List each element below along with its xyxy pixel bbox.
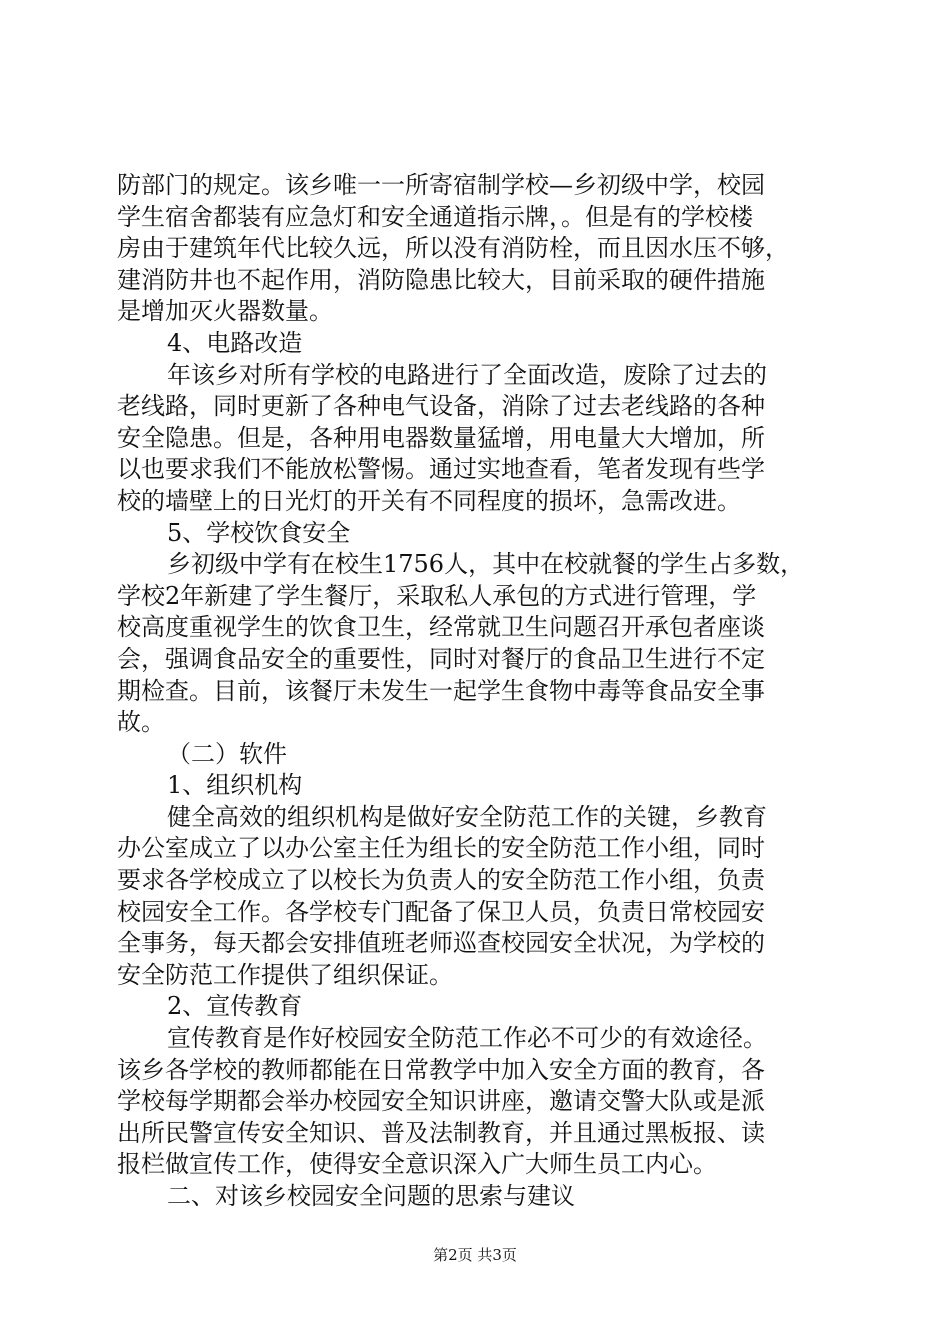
text-line: 故。 <box>117 708 165 737</box>
page-footer: 第2页 共3页 <box>433 1246 517 1264</box>
text-line: 1、组织机构 <box>167 771 303 800</box>
text-line: 宣传教育是作好校园安全防范工作必不可少的有效途径。 <box>167 1024 767 1053</box>
text-line: 老线路，同时更新了各种电气设备，消除了过去老线路的各种 <box>117 392 765 421</box>
text-line: 校园安全工作。各学校专门配备了保卫人员，负责日常校园安 <box>117 897 765 926</box>
document-body <box>117 170 837 1213</box>
text-line: 期检查。目前，该餐厅未发生一起学生食物中毒等食品安全事 <box>117 676 765 705</box>
text-line: 健全高效的组织机构是做好安全防范工作的关键，乡教育 <box>167 802 767 831</box>
text-line: 出所民警宣传安全知识、普及法制教育，并且通过黑板报、读 <box>117 1118 765 1147</box>
text-line: 会，强调食品安全的重要性，同时对餐厅的食品卫生进行不定 <box>117 644 765 673</box>
text-line: 办公室成立了以办公室主任为组长的安全防范工作小组，同时 <box>117 834 765 863</box>
text-line: 学校每学期都会举办校园安全知识讲座，邀请交警大队或是派 <box>117 1087 765 1116</box>
text-line: 全事务，每天都会安排值班老师巡查校园安全状况，为学校的 <box>117 929 765 958</box>
text-line: 学校2年新建了学生餐厅，采取私人承包的方式进行管理，学 <box>117 581 757 610</box>
text-line: 安全隐患。但是，各种用电器数量猛增，用电量大大增加，所 <box>117 423 765 452</box>
text-line: 5、学校饮食安全 <box>167 518 351 547</box>
text-line: 房由于建筑年代比较久远，所以没有消防栓，而且因水压不够， <box>117 234 789 263</box>
text-line: 防部门的规定。该乡唯一一所寄宿制学校—乡初级中学，校园 <box>117 171 765 199</box>
text-line: 该乡各学校的教师都能在日常教学中加入安全方面的教育，各 <box>117 1055 765 1084</box>
text-line: 二、对该乡校园安全问题的思索与建议 <box>167 1182 575 1210</box>
text-line: 校高度重视学生的饮食卫生，经常就卫生问题召开承包者座谈 <box>117 613 765 642</box>
text-line: 4、电路改造 <box>167 328 303 357</box>
text-line: 要求各学校成立了以校长为负责人的安全防范工作小组，负责 <box>117 866 765 895</box>
text-line: 2、宣传教育 <box>167 992 303 1021</box>
text-line: 是增加灭火器数量。 <box>117 297 333 326</box>
text-line: 校的墙壁上的日光灯的开关有不同程度的损坏，急需改进。 <box>117 486 741 515</box>
text-line: 年该乡对所有学校的电路进行了全面改造，废除了过去的 <box>167 360 767 389</box>
text-line: 乡初级中学有在校生1756人，其中在校就餐的学生占多数， <box>167 550 805 579</box>
text-line: 安全防范工作提供了组织保证。 <box>117 960 453 989</box>
text-line: 以也要求我们不能放松警惕。通过实地查看，笔者发现有些学 <box>117 455 765 484</box>
text-line: 报栏做宣传工作，使得安全意识深入广大师生员工内心。 <box>117 1150 717 1179</box>
text-line: 学生宿舍都装有应急灯和安全通道指示牌，。但是有的学校楼 <box>117 202 753 231</box>
text-line: 建消防井也不起作用，消防隐患比较大，目前采取的硬件措施 <box>117 265 765 294</box>
text-line: （二）软件 <box>167 739 287 768</box>
